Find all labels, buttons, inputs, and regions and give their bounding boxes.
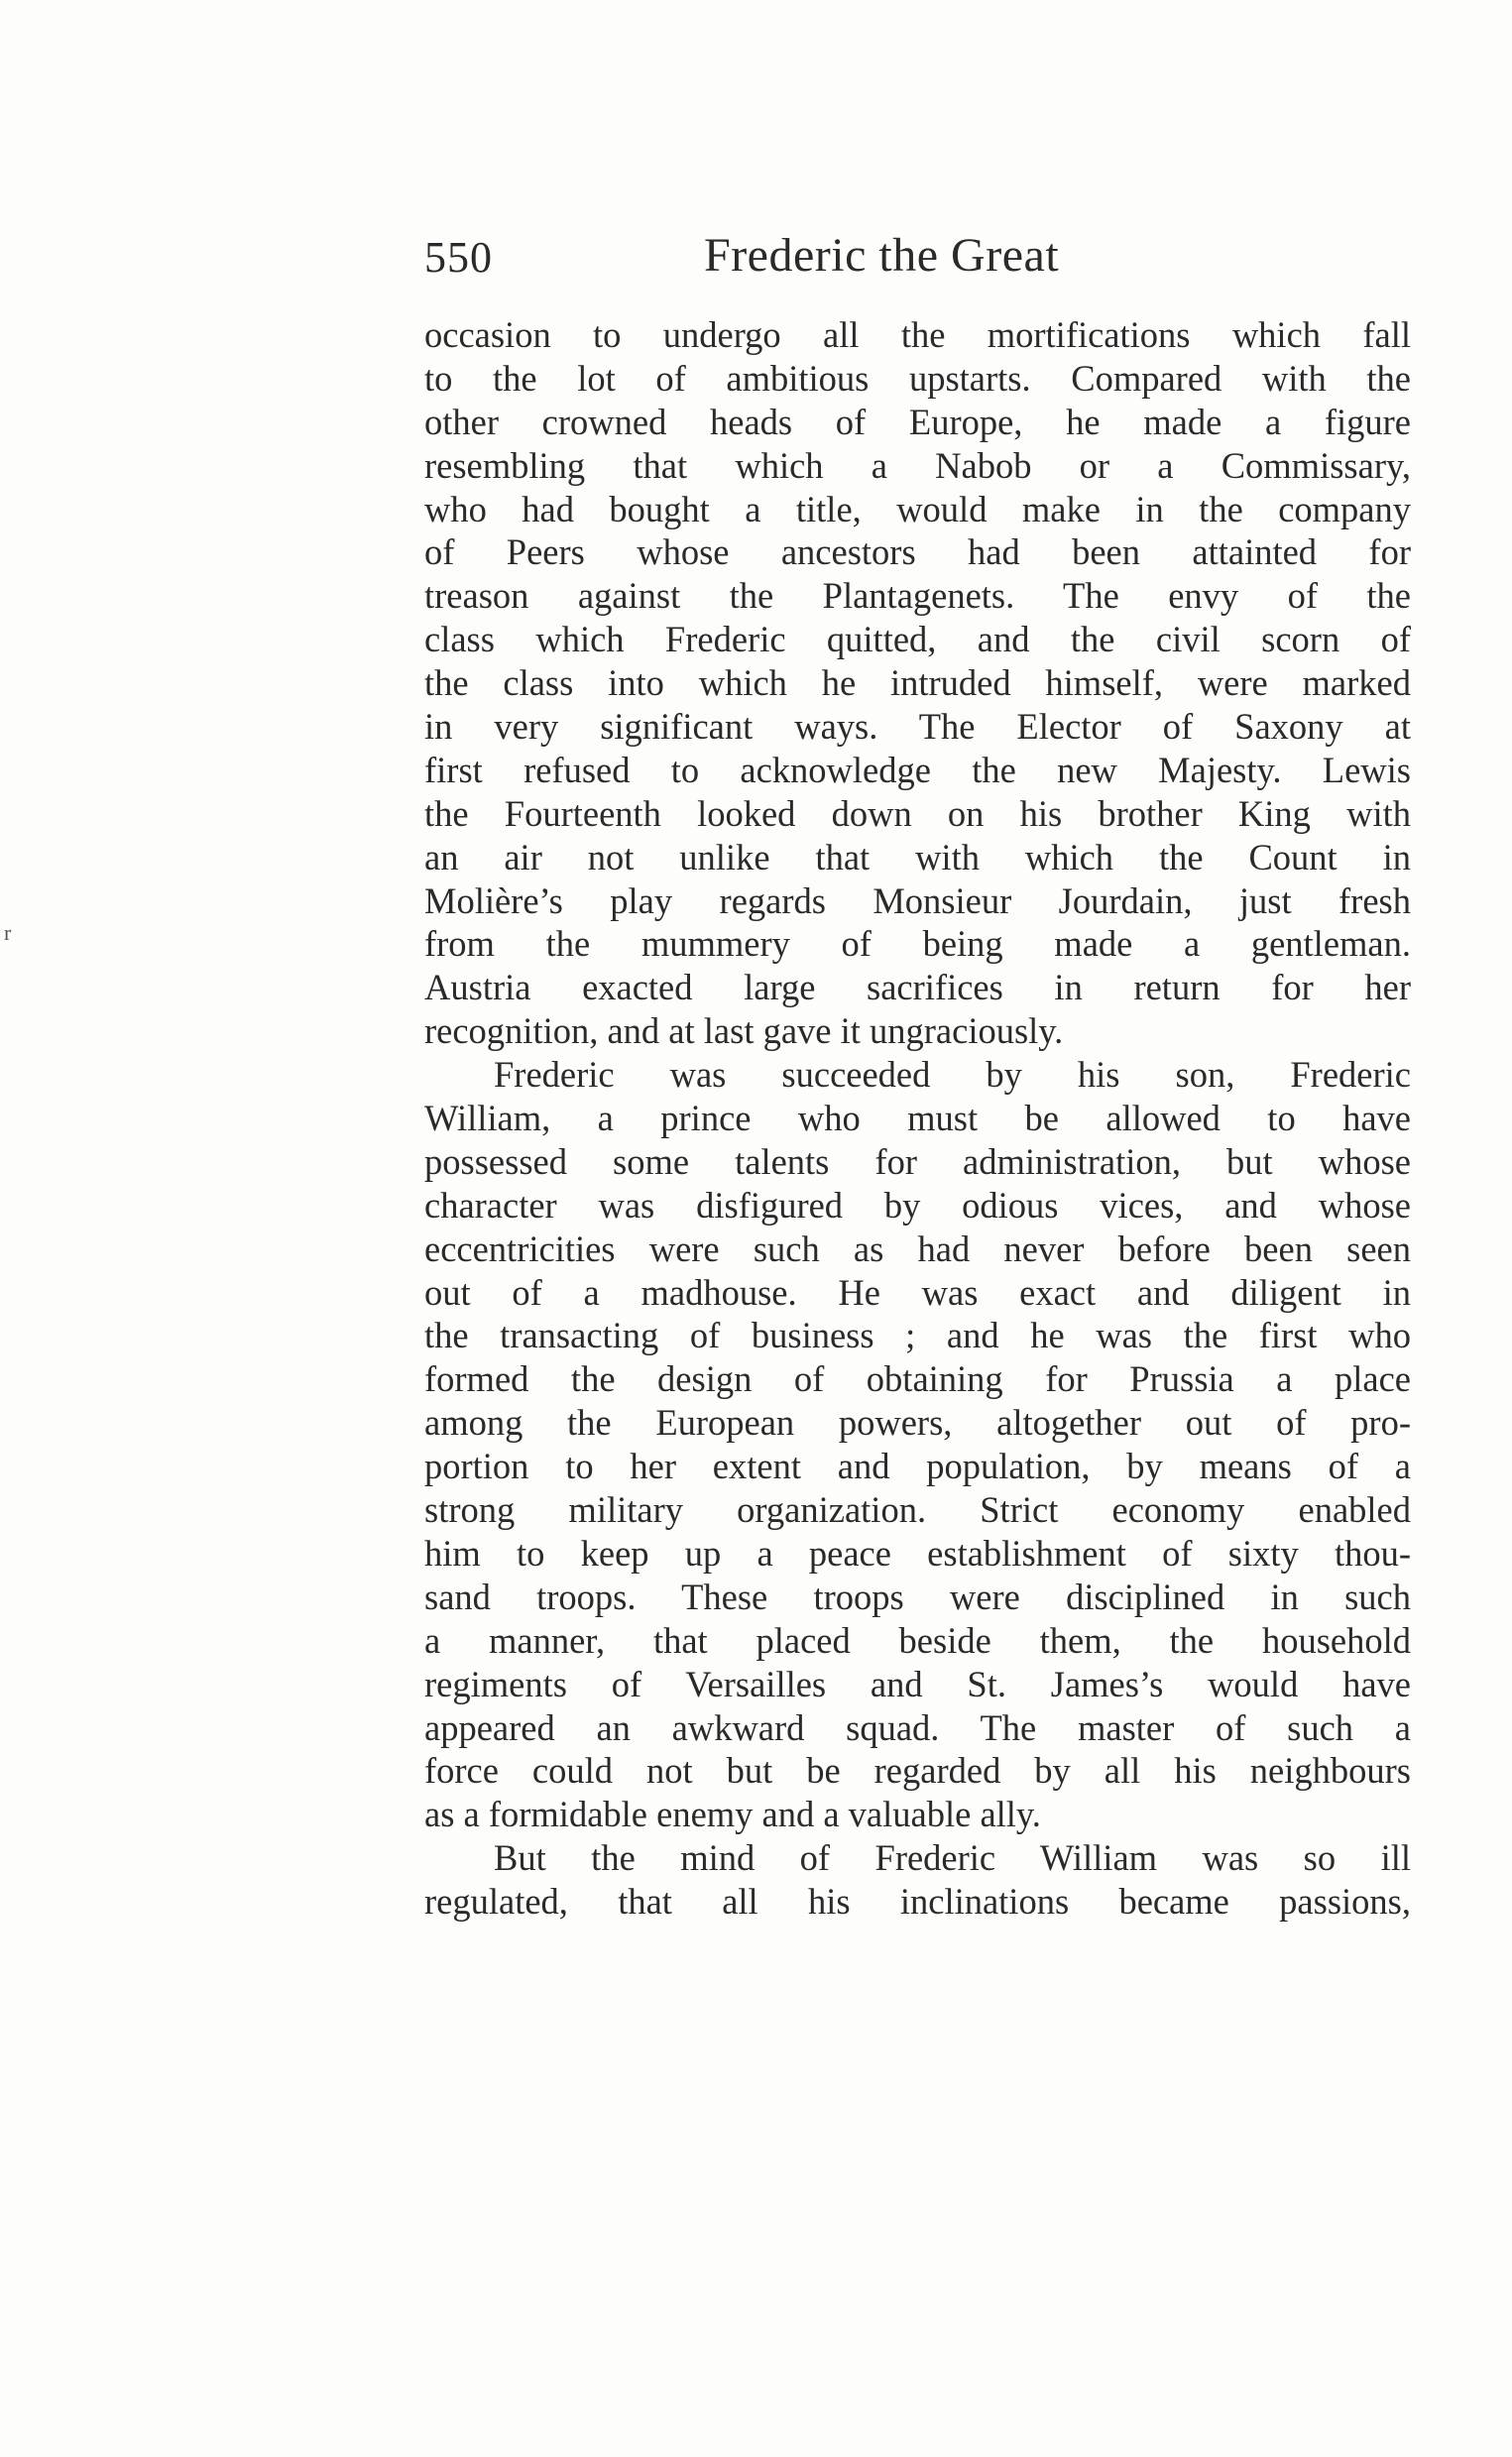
- text-line: recognition, and at last gave it ungraciously.: [424, 1010, 1064, 1052]
- text-line: the Fourteenth looked down on his brother King with: [424, 792, 1411, 834]
- text-line: appeared an awkward squad. The master of such a: [424, 1706, 1411, 1748]
- text-line: Frederic was succeeded by his son, Frederic: [494, 1054, 1411, 1096]
- text-line: character was disfigured by odious vices, and whose: [424, 1184, 1411, 1226]
- text-line: first refused to acknowledge the new Majesty. Lewis: [424, 749, 1411, 790]
- text-line: force could not but be regarded by all his neighbours: [424, 1750, 1411, 1792]
- text-line: treason against the Plantagenets. The envy of the: [424, 575, 1411, 617]
- text-line: eccentricities were such as had never before been seen: [424, 1228, 1411, 1269]
- text-line: occasion to undergo all the mortifications which fall: [424, 314, 1411, 355]
- text-line: sand troops. These troops were disciplined in such: [424, 1576, 1411, 1617]
- body-text: [424, 313, 1411, 1924]
- text-line: who had bought a title, would make in the company: [424, 488, 1411, 529]
- text-line: class which Frederic quitted, and the civil scorn of: [424, 619, 1411, 660]
- text-line: formed the design of obtaining for Prussia a place: [424, 1358, 1411, 1400]
- text-line: William, a prince who must be allowed to have: [424, 1098, 1411, 1139]
- text-line: as a formidable enemy and a valuable ally.: [424, 1794, 1041, 1835]
- text-line: a manner, that placed beside them, the household: [424, 1619, 1411, 1661]
- page-header: [424, 228, 1416, 288]
- text-line: out of a madhouse. He was exact and diligent in: [424, 1271, 1411, 1313]
- text-line: But the mind of Frederic William was so ill: [494, 1837, 1411, 1879]
- text-line: strong military organization. Strict economy enabled: [424, 1489, 1411, 1531]
- text-line: of Peers whose ancestors had been attainted for: [424, 531, 1411, 573]
- text-line: an air not unlike that with which the Count in: [424, 836, 1411, 878]
- text-line: portion to her extent and population, by means of a: [424, 1446, 1411, 1487]
- page-number: 550: [424, 233, 493, 282]
- text-line: Austria exacted large sacrifices in return for her: [424, 967, 1411, 1008]
- margin-mark: r: [4, 920, 12, 945]
- text-line: the transacting of business ; and he was the first who: [424, 1315, 1411, 1356]
- text-line: Molière’s play regards Monsieur Jourdain, just fresh: [424, 879, 1411, 921]
- text-line: to the lot of ambitious upstarts. Compared with the: [424, 357, 1411, 399]
- text-line: among the European powers, altogether out of pro-: [424, 1402, 1411, 1444]
- text-line: regiments of Versailles and St. James’s would have: [424, 1663, 1411, 1704]
- running-title: Frederic the Great: [704, 229, 1060, 282]
- text-line: him to keep up a peace establishment of sixty thou-: [424, 1532, 1411, 1574]
- text-line: in very significant ways. The Elector of Saxony at: [424, 706, 1411, 748]
- text-line: from the mummery of being made a gentleman.: [424, 923, 1411, 965]
- text-line: the class into which he intruded himself, were marked: [424, 662, 1411, 704]
- text-line: regulated, that all his inclinations became passions,: [424, 1881, 1411, 1923]
- text-line: other crowned heads of Europe, he made a figure: [424, 401, 1411, 442]
- text-line: resembling that which a Nabob or a Commissary,: [424, 444, 1411, 486]
- text-line: possessed some talents for administration, but whose: [424, 1140, 1411, 1182]
